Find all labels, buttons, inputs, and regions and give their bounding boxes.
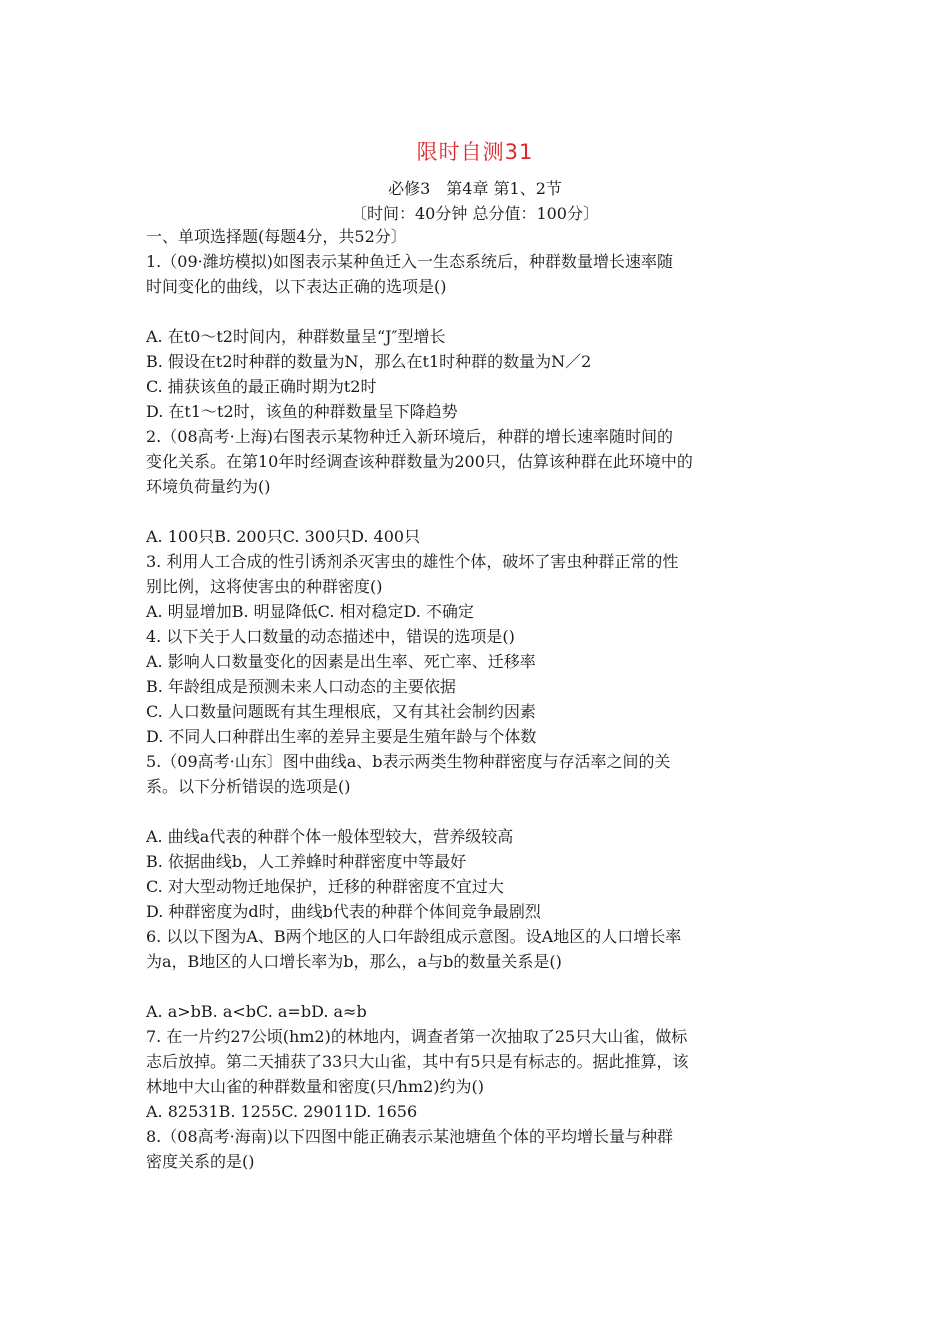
- question-6-stem-line-1: 6. 以以下图为A、B两个地区的人口年龄组成示意图。设A地区的人口增长率: [146, 927, 682, 946]
- question-5-option-c: C. 对大型动物迁地保护，迁移的种群密度不宜过大: [146, 877, 504, 896]
- question-5-stem-line-2: 系。以下分析错误的选项是(): [146, 777, 351, 796]
- question-2-stem-line-3: 环境负荷量约为(): [146, 477, 271, 496]
- question-5-option-b: B. 依据曲线b，人工养蜂时种群密度中等最好: [146, 852, 467, 871]
- question-3-stem-line-1: 3. 利用人工合成的性引诱剂杀灭害虫的雄性个体，破坏了害虫种群正常的性: [146, 552, 679, 571]
- exam-meta: 〔时间：40分钟 总分值：100分〕: [351, 204, 599, 223]
- question-5-stem-line-1: 5.（09高考·山东〕图中曲线a、b表示两类生物种群密度与存活率之间的关: [146, 752, 671, 771]
- question-6-stem-line-2: 为a，B地区的人口增长率为b，那么，a与b的数量关系是(): [146, 952, 562, 971]
- figure-placeholder: [146, 799, 810, 824]
- question-5-option-d: D. 种群密度为d时，曲线b代表的种群个体间竞争最剧烈: [146, 902, 541, 921]
- question-4-option-d: D. 不同人口种群出生率的差异主要是生殖年龄与个体数: [146, 727, 537, 746]
- question-4-option-b: B. 年龄组成是预测未来人口动态的主要依据: [146, 677, 456, 696]
- section-heading: 一、单项选择题(每题4分，共52分〕: [146, 227, 407, 246]
- question-1-stem-line-2: 时间变化的曲线，以下表达正确的选项是(): [146, 277, 447, 296]
- figure-placeholder: [146, 299, 810, 324]
- question-4-stem-line-1: 4. 以下关于人口数量的动态描述中，错误的选项是(): [146, 627, 515, 646]
- figure-placeholder: [146, 974, 810, 999]
- question-8-stem-line-1: 8.（08高考·海南)以下四图中能正确表示某池塘鱼个体的平均增长量与种群: [146, 1127, 673, 1146]
- page-subtitle: 必修3 第4章 第1、2节: [388, 179, 562, 198]
- question-1-option-c: C. 捕获该鱼的最正确时期为t2时: [146, 377, 377, 396]
- question-7-stem-line-3: 林地中大山雀的种群数量和密度(只/hm2)约为(): [146, 1077, 485, 1096]
- figure-placeholder: [146, 499, 810, 524]
- question-1-option-a: A. 在t0～t2时间内，种群数量呈“J″型增长: [146, 327, 446, 346]
- question-3-stem-line-2: 别比例，这将使害虫的种群密度(): [146, 577, 383, 596]
- question-1-option-b: B. 假设在t2时种群的数量为N，那么在t1时种群的数量为N／2: [146, 352, 592, 371]
- question-2-options: A. 100只B. 200只C. 300只D. 400只: [146, 527, 421, 546]
- question-4-option-a: A. 影响人口数量变化的因素是出生率、死亡率、迁移率: [146, 652, 536, 671]
- question-1-stem-line-1: 1.（09·潍坊模拟)如图表示某种鱼迁入一生态系统后，种群数量增长速率随: [146, 252, 673, 271]
- question-7-options: A. 82531B. 1255C. 29011D. 1656: [146, 1102, 418, 1121]
- question-8-stem-line-2: 密度关系的是(): [146, 1152, 255, 1171]
- question-7-stem-line-2: 志后放掉。第二天捕获了33只大山雀，其中有5只是有标志的。据此推算，该: [146, 1052, 689, 1071]
- question-list: [146, 224, 810, 1174]
- question-2-stem-line-2: 变化关系。在第10年时经调查该种群数量为200只，估算该种群在此环境中的: [146, 452, 693, 471]
- page-title: 限时自测31: [416, 140, 534, 164]
- question-2-stem-line-1: 2.（08高考·上海)右图表示某物种迁入新环境后，种群的增长速率随时间的: [146, 427, 673, 446]
- question-7-stem-line-1: 7. 在一片约27公顷(hm2)的林地内，调查者第一次抽取了25只大山雀，做标: [146, 1027, 688, 1046]
- question-1-option-d: D. 在t1～t2时，该鱼的种群数量呈下降趋势: [146, 402, 458, 421]
- question-4-option-c: C. 人口数量问题既有其生理根底，又有其社会制约因素: [146, 702, 536, 721]
- question-3-options: A. 明显增加B. 明显降低C. 相对稳定D. 不确定: [146, 602, 474, 621]
- question-5-option-a: A. 曲线a代表的种群个体一般体型较大，营养级较高: [146, 827, 514, 846]
- question-6-options: A. a>bB. a<bC. a=bD. a≈b: [146, 1002, 367, 1021]
